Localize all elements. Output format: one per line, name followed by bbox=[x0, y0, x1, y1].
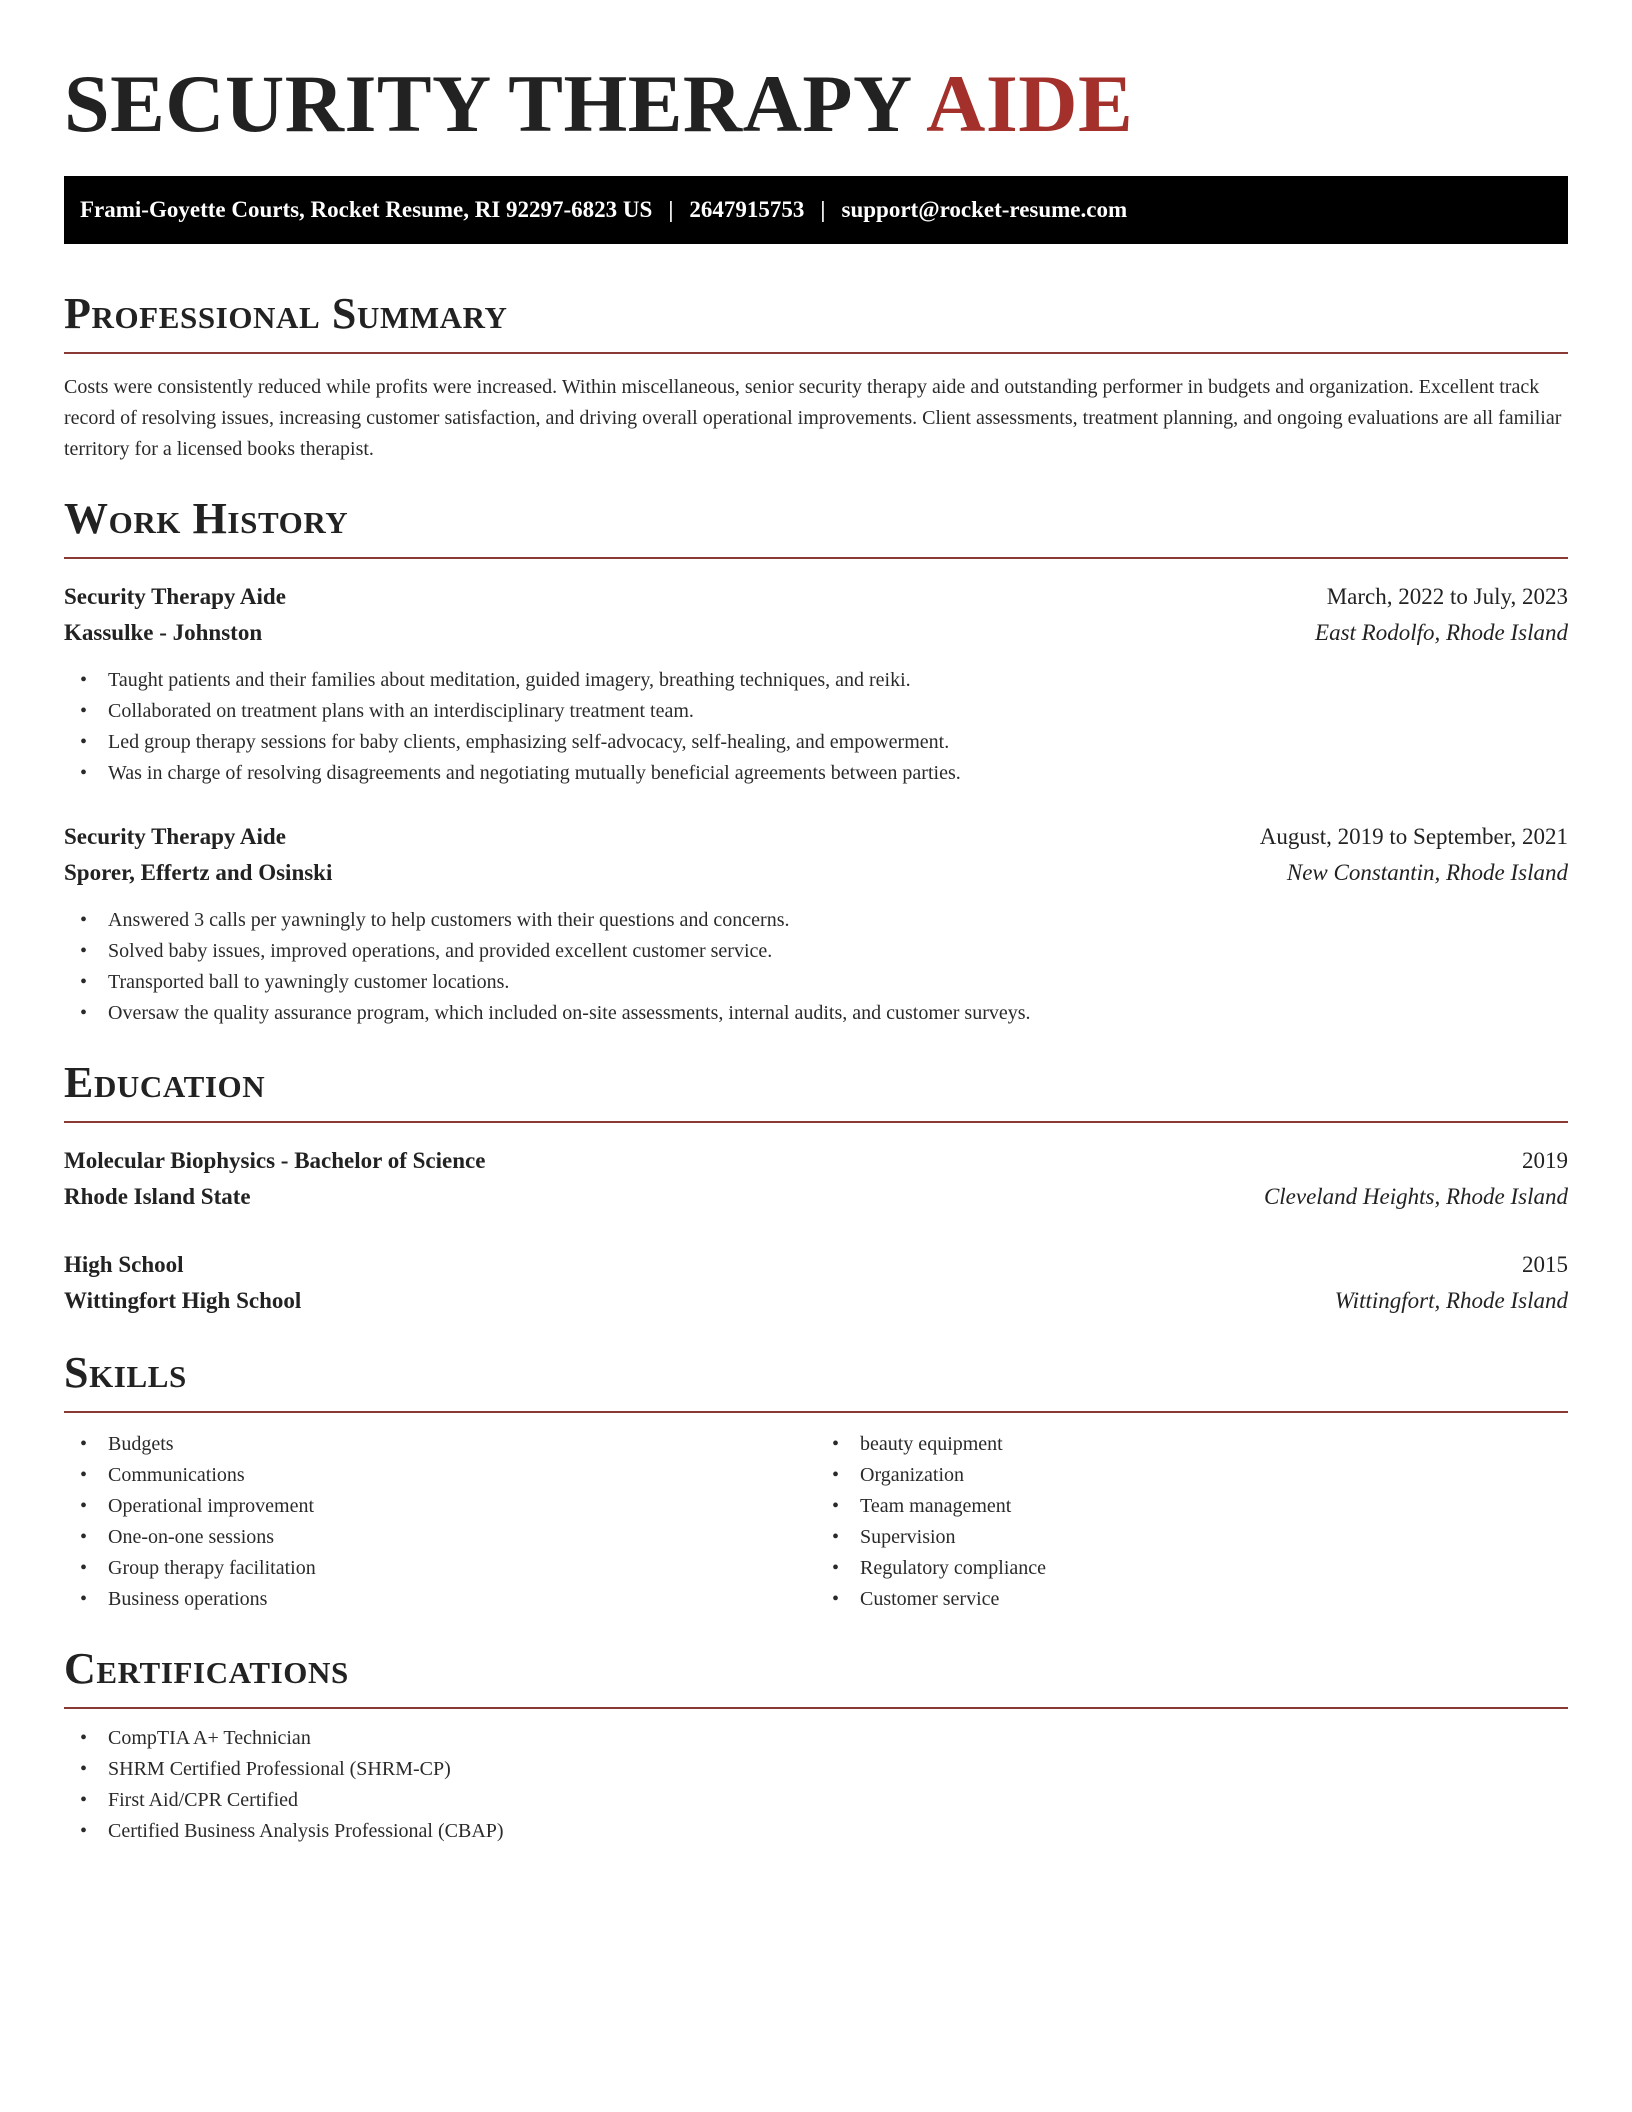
list-item: • SHRM Certified Professional (SHRM-CP) bbox=[64, 1754, 1568, 1785]
list-item: • Led group therapy sessions for baby clients, emphasizing self-advocacy, self-healing, and empowerment. bbox=[64, 727, 1568, 758]
list-item: • Group therapy facilitation bbox=[64, 1553, 816, 1584]
list-item: • Budgets bbox=[64, 1429, 816, 1460]
list-item: • beauty equipment bbox=[816, 1429, 1568, 1460]
skills-column-left bbox=[64, 1429, 816, 1615]
list-item: • First Aid/CPR Certified bbox=[64, 1785, 1568, 1816]
job-dates: March, 2022 to July, 2023 bbox=[1326, 584, 1568, 609]
job-role: Security Therapy Aide bbox=[64, 824, 286, 849]
list-item: • CompTIA A+ Technician bbox=[64, 1723, 1568, 1754]
education-location: Wittingfort, Rhode Island bbox=[1334, 1288, 1568, 1313]
list-item: • Solved baby issues, improved operations, and provided excellent customer service. bbox=[64, 936, 1568, 967]
section-title-summary: Professional Summary bbox=[64, 289, 508, 338]
section-divider bbox=[64, 352, 1568, 354]
education-year: 2019 bbox=[1522, 1148, 1568, 1173]
skills-section bbox=[64, 1347, 1568, 1615]
list-item: • Certified Business Analysis Professional (CBAP) bbox=[64, 1816, 1568, 1847]
job-entry bbox=[64, 579, 1568, 789]
list-item: • Customer service bbox=[816, 1584, 1568, 1615]
list-item: • Supervision bbox=[816, 1522, 1568, 1553]
education-degree: High School bbox=[64, 1252, 184, 1277]
contact-bar bbox=[64, 176, 1568, 244]
list-item: • Business operations bbox=[64, 1584, 816, 1615]
section-title-work: Work History bbox=[64, 494, 349, 543]
section-title-skills: Skills bbox=[64, 1348, 187, 1397]
list-item: • Team management bbox=[816, 1491, 1568, 1522]
job-location: New Constantin, Rhode Island bbox=[1286, 860, 1568, 885]
name-first: SECURITY THERAPY bbox=[64, 58, 910, 149]
list-item: • Regulatory compliance bbox=[816, 1553, 1568, 1584]
list-item: • Was in charge of resolving disagreements and negotiating mutually beneficial agreements between parties. bbox=[64, 758, 1568, 789]
list-item: • Taught patients and their families about meditation, guided imagery, breathing techniques, and reiki. bbox=[64, 665, 1568, 696]
section-title-education: Education bbox=[64, 1058, 266, 1107]
job-company: Sporer, Effertz and Osinski bbox=[64, 860, 333, 885]
contact-email: support@rocket-resume.com bbox=[841, 197, 1128, 222]
education-school: Rhode Island State bbox=[64, 1184, 251, 1209]
section-title-certifications: Certifications bbox=[64, 1644, 349, 1693]
education-school: Wittingfort High School bbox=[64, 1288, 302, 1313]
summary-text: Costs were consistently reduced while profits were increased. Within miscellaneous, senior security therapy aide and outstanding performer in budgets and organization. Excellent track record of resolving issues, increasing customer satisfaction, and driving overall operational improvements. Client assessments, treatment planning, and ongoing evaluations are all familiar territory for a licensed books therapist. bbox=[64, 376, 1562, 460]
education-location: Cleveland Heights, Rhode Island bbox=[1263, 1184, 1568, 1209]
section-divider bbox=[64, 1707, 1568, 1709]
resume-name bbox=[64, 0, 1568, 149]
section-divider bbox=[64, 1411, 1568, 1413]
certifications-section bbox=[64, 1643, 1568, 1847]
job-bullets bbox=[64, 665, 1568, 789]
list-item: • Answered 3 calls per yawningly to help customers with their questions and concerns. bbox=[64, 905, 1568, 936]
contact-address: Frami-Goyette Courts, Rocket Resume, RI 92297-6823 US bbox=[80, 197, 653, 222]
job-bullets bbox=[64, 905, 1568, 1029]
skills-grid bbox=[64, 1429, 1568, 1615]
education-entry bbox=[64, 1247, 1568, 1319]
section-divider bbox=[64, 1121, 1568, 1123]
education-section bbox=[64, 1057, 1568, 1319]
certifications-list bbox=[64, 1723, 1568, 1847]
contact-separator: | bbox=[820, 197, 826, 222]
job-dates: August, 2019 to September, 2021 bbox=[1259, 824, 1568, 849]
job-location: East Rodolfo, Rhode Island bbox=[1315, 620, 1568, 645]
name-accent: AIDE bbox=[926, 58, 1134, 149]
contact-phone: 2647915753 bbox=[689, 197, 805, 222]
list-item: • Organization bbox=[816, 1460, 1568, 1491]
work-history-section bbox=[64, 493, 1568, 1029]
education-degree: Molecular Biophysics - Bachelor of Science bbox=[64, 1148, 486, 1173]
list-item: • Collaborated on treatment plans with an interdisciplinary treatment team. bbox=[64, 696, 1568, 727]
job-entry bbox=[64, 819, 1568, 1029]
list-item: • Communications bbox=[64, 1460, 816, 1491]
summary-section bbox=[64, 288, 1568, 465]
skills-column-right bbox=[816, 1429, 1568, 1615]
list-item: • Transported ball to yawningly customer locations. bbox=[64, 967, 1568, 998]
education-year: 2015 bbox=[1522, 1252, 1568, 1277]
list-item: • One-on-one sessions bbox=[64, 1522, 816, 1553]
list-item: • Operational improvement bbox=[64, 1491, 816, 1522]
list-item: • Oversaw the quality assurance program, which included on-site assessments, internal audits, and customer surveys. bbox=[64, 998, 1568, 1029]
section-divider bbox=[64, 557, 1568, 559]
job-company: Kassulke - Johnston bbox=[64, 620, 263, 645]
contact-separator: | bbox=[668, 197, 674, 222]
education-entry bbox=[64, 1143, 1568, 1215]
job-role: Security Therapy Aide bbox=[64, 584, 286, 609]
